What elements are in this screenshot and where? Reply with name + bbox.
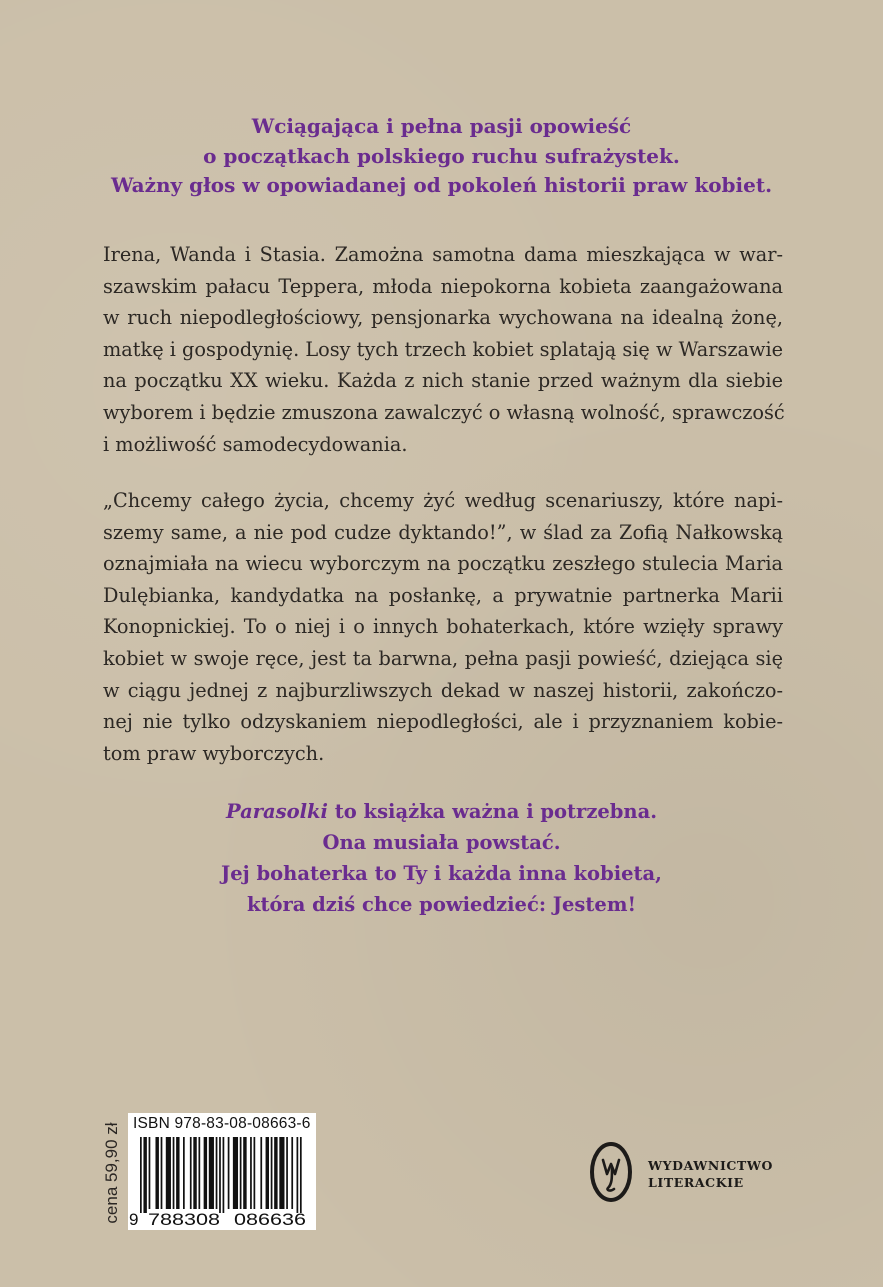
book-title: Parasolki [225,800,328,823]
paragraph-line: wyborem i będzie zmuszona zawalczyć o własną wolność, sprawczość [103,400,785,424]
barcode-bar [266,1137,269,1209]
barcode-bar [223,1137,225,1213]
isbn-barcode [128,1113,316,1230]
barcode-bar [254,1137,256,1209]
barcode-bar [279,1137,284,1209]
barcode-bar [166,1137,171,1209]
paragraph-line: matkę i gospodynię. Losy tych trzech kobiet splatają się w Warszawie [103,337,784,361]
paragraph-line: Dulębianka, kandydatka na posłankę, a prywatnie partnerka Marii [103,583,783,607]
paragraph-line: „Chcemy całego życia, chcemy żyć według scenariuszy, które napi- [103,489,783,512]
paragraph-line: w ruch niepodległościowy, pensjonarka wychowana na idealną żonę, [103,306,783,330]
paragraph-line: kobiet w swoje ręce, jest ta barwna, pełna pasji powieść, dziejąca się [103,646,783,670]
publisher-name [648,1157,773,1191]
description-paragraph-2 [103,485,783,769]
tagline-line: Ważny głos w opowiadanej od pokoleń historii praw kobiet. [110,173,773,197]
closing-line-4: która dziś chce powiedzieć: Jestem! [246,893,637,916]
barcode-bar [155,1137,158,1209]
closing-line-2: Ona musiała powstać. [322,831,561,854]
tagline-line: o początkach polskiego ruchu sufrażystek. [203,143,680,168]
barcode-bar [250,1137,252,1209]
tagline-line: Wciągająca i pełna pasji opowieść [251,114,632,138]
paragraph-line: szawskim pałacu Teppera, młoda niepokorna kobieta zaangażowana [103,274,783,298]
publisher-line-1: WYDAWNICTWO [648,1158,773,1173]
isbn-digit-first: 9 [129,1210,139,1229]
isbn-digits-left: 788308 [148,1210,220,1229]
barcode-bar [183,1137,185,1209]
barcode-bar [143,1137,146,1213]
barcode-bar [243,1137,246,1209]
paragraph-line: i możliwość samodecydowania. [103,432,408,456]
barcode-bar [173,1137,175,1209]
closing-line-1 [60,796,823,827]
barcode-bar [149,1137,151,1209]
isbn-digits-right: 086636 [234,1210,306,1229]
paragraph-line: Konopnickiej. To o niej i o innych bohaterkach, które wzięły sprawy [103,615,783,639]
barcode-bar [193,1137,196,1209]
barcode-bar [274,1137,277,1209]
closing-statement [60,796,823,920]
barcode-bar [240,1137,242,1209]
description-paragraph-1 [103,239,783,460]
barcode-bar [161,1137,163,1209]
barcode-bar [198,1137,200,1209]
paragraph-line: na początku XX wieku. Każda z nich stanie przed ważnym dla siebie [103,369,783,393]
barcode-bar [140,1137,142,1213]
paragraph-line: w ciągu jednej z najburzliwszych dekad w naszej historii, zakończo- [103,678,783,702]
isbn-label: ISBN 978-83-08-08663-6 [133,1115,311,1132]
barcode-bar [297,1137,299,1213]
barcode-bar [176,1137,179,1209]
barcode-graphic [128,1113,316,1230]
barcode-bar [228,1137,230,1209]
publisher-line-2: LITERACKIE [648,1175,744,1190]
tagline [60,112,823,201]
paragraph-line: oznajmiała na wiecu wyborczym na początku zeszłego stulecia Maria [103,552,783,576]
closing-line-3: Jej bohaterka to Ty i każda inna kobieta, [221,862,662,885]
price-text: cena 59,90 zł [102,1121,121,1224]
barcode-bars [140,1137,302,1213]
barcode-bar [271,1137,273,1209]
barcode-bar [233,1137,238,1209]
barcode-bar [216,1137,218,1209]
paragraph-line: tom praw wyborczych. [103,741,325,765]
price-label [98,1115,126,1230]
paragraph-line: szemy same, a nie pod cudze dyktando!”, w ślad za Zofią Nałkowską [103,520,783,544]
barcode-bar [300,1137,302,1213]
barcode-bar [209,1137,214,1209]
paragraph-line: Irena, Wanda i Stasia. Zamożna samotna dama mieszkająca w war- [103,243,783,266]
wl-publisher-logo-icon [588,1140,634,1204]
barcode-bar [260,1137,262,1209]
barcode-bar [204,1137,207,1209]
barcode-bar [286,1137,288,1209]
barcode-bar [190,1137,192,1209]
barcode-bar [219,1137,221,1213]
closing-line-1-text: to książka ważna i potrzebna. [327,800,658,823]
paragraph-line: nej nie tylko odzyskaniem niepodległości, ale i przyznaniem kobie- [103,710,783,734]
barcode-bar [291,1137,293,1209]
